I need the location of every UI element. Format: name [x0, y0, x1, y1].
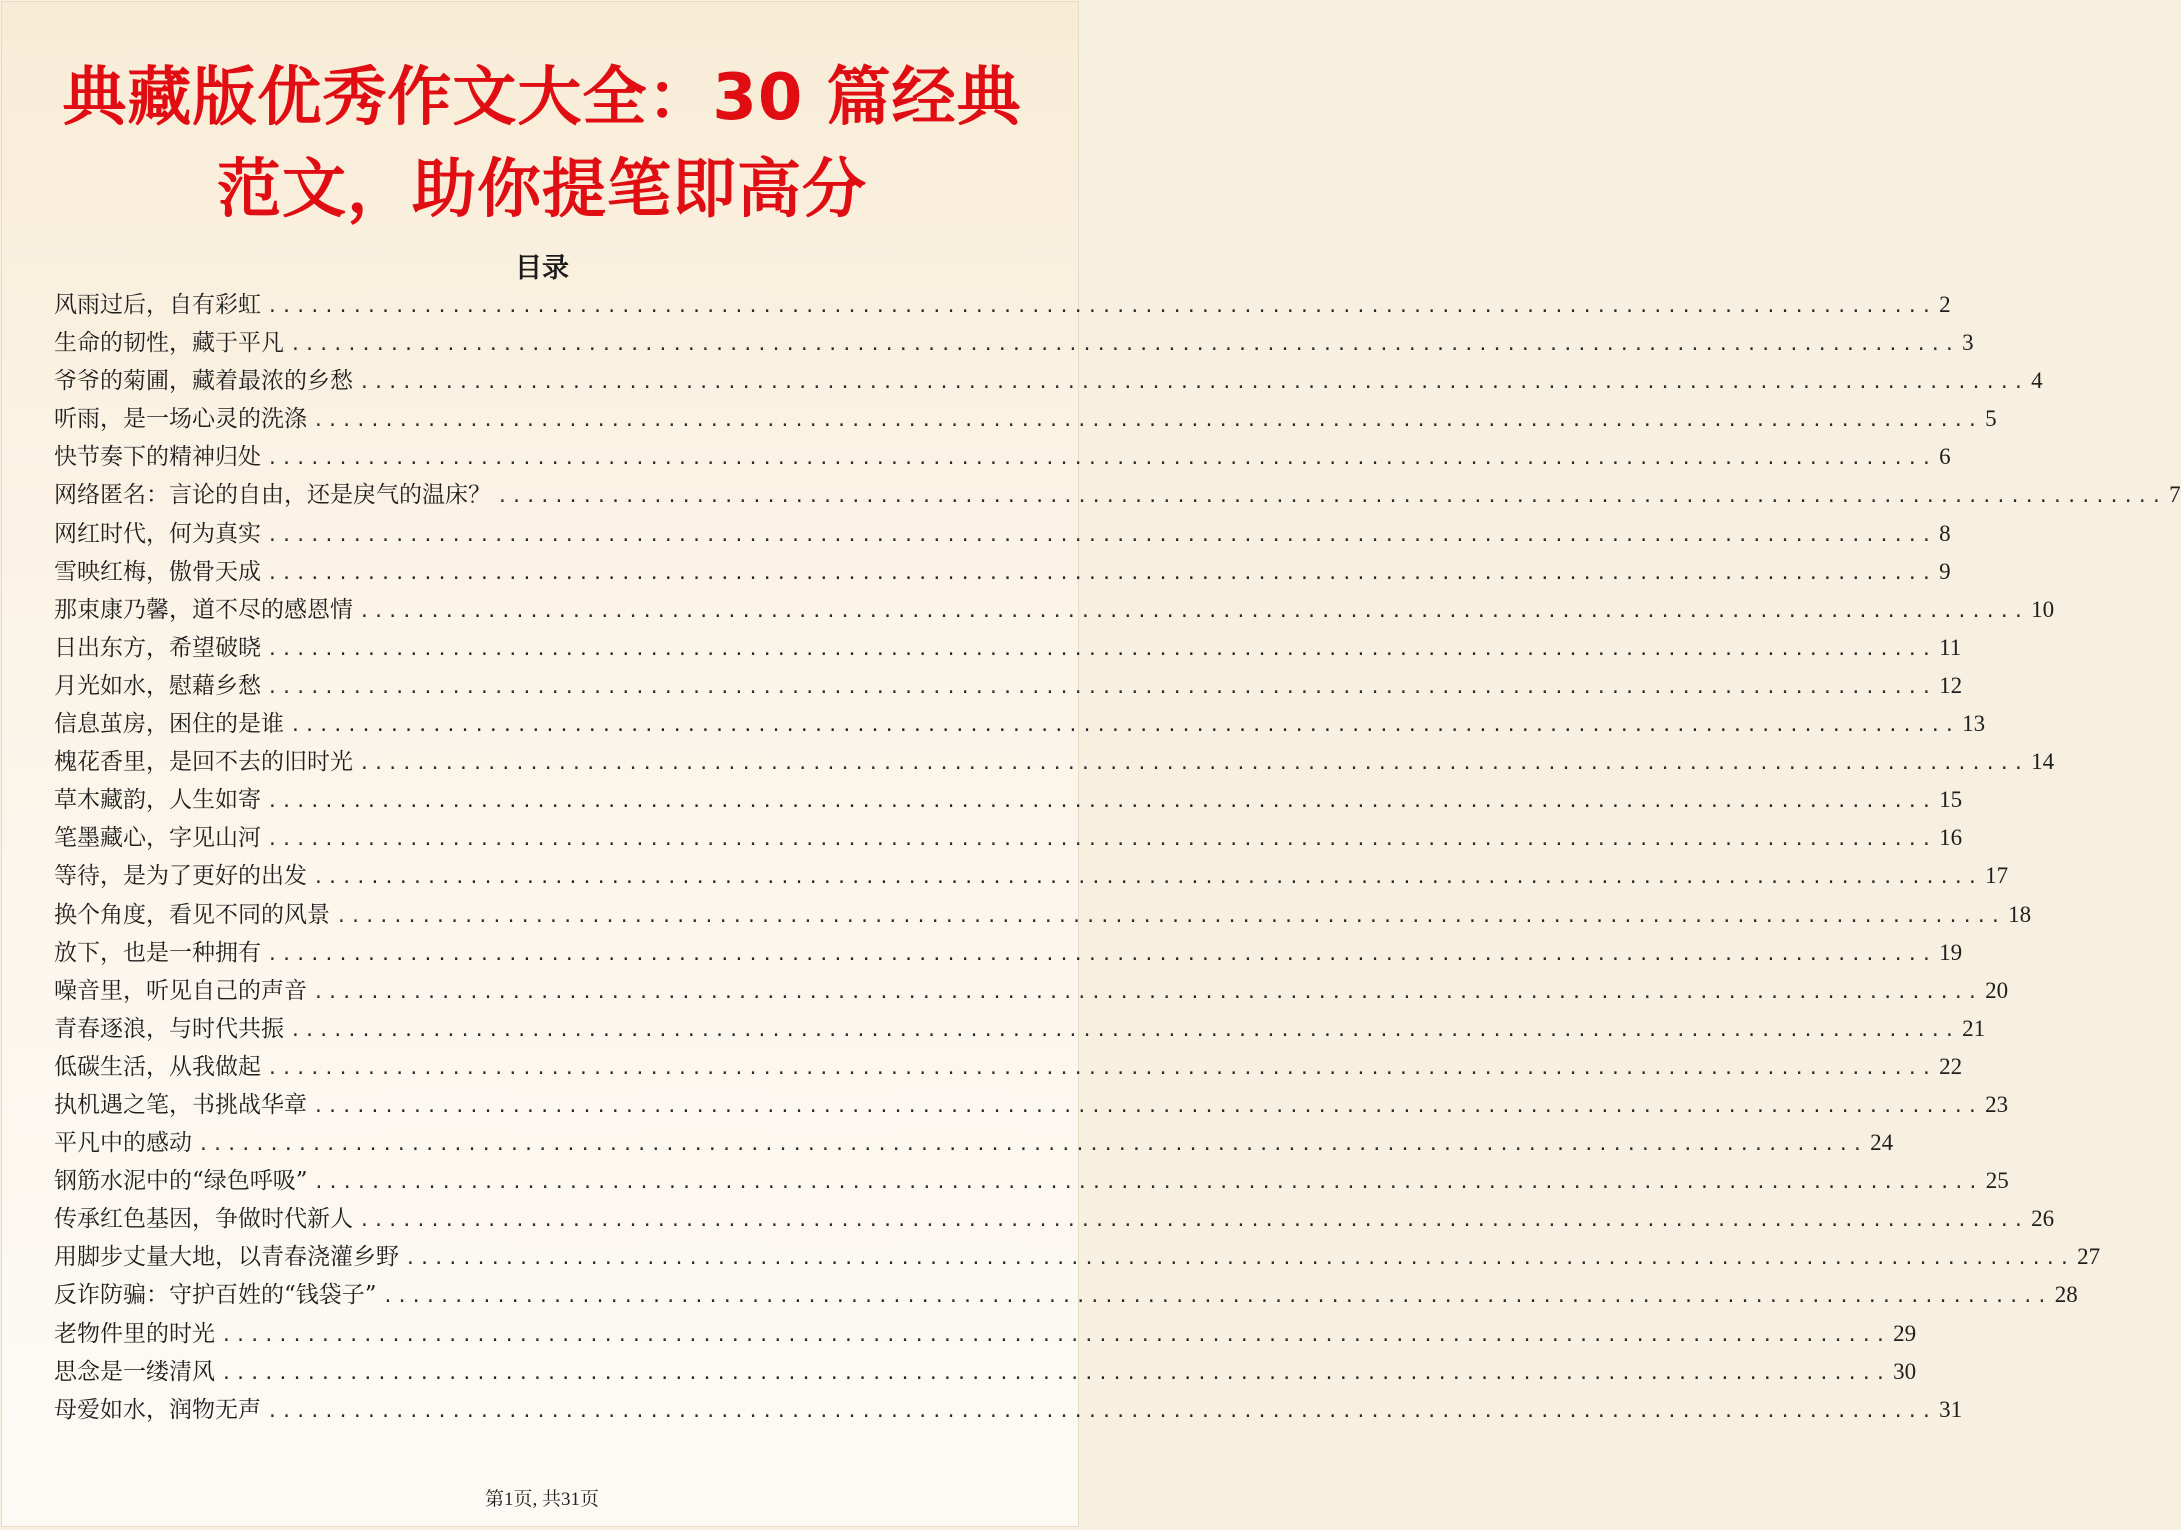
toc-dot-leader: ......................................................................................................................: [359, 372, 2028, 394]
toc-entry[interactable]: [54, 362, 2043, 400]
toc-dot-leader: ......................................................................................................................: [221, 1362, 1890, 1384]
toc-entry-page-number: 4: [2031, 368, 2043, 394]
toc-dot-leader: ......................................................................................................................: [267, 676, 1936, 698]
toc-dot-leader: ......................................................................................................................: [290, 1019, 1959, 1041]
toc-entry-page-number: 14: [2031, 749, 2055, 775]
toc-dot-leader: ......................................................................................................................: [359, 600, 2028, 622]
toc-entry-title: 笔墨藏心，字见山河: [54, 825, 261, 852]
toc-dot-leader: ......................................................................................................................: [313, 981, 1982, 1003]
title-line-2: 范文，助你提笔即高分: [217, 153, 867, 227]
toc-entry-title: 反诈防骗：守护百姓的“钱袋子”: [54, 1282, 377, 1309]
toc-dot-leader: ......................................................................................................................: [290, 334, 1959, 356]
toc-dot-leader: ......................................................................................................................: [267, 791, 1936, 813]
toc-entry-title: 爷爷的菊圃，藏着最浓的乡愁: [54, 368, 353, 395]
document-title: [2, 52, 1082, 236]
toc-entry[interactable]: [54, 667, 1963, 705]
toc-dot-leader: ......................................................................................................................: [221, 1324, 1890, 1346]
toc-entry-title: 网红时代，何为真实: [54, 520, 261, 547]
toc-entry[interactable]: [54, 819, 1963, 857]
toc-entry-title: 母爱如水，润物无声: [54, 1396, 261, 1423]
toc-entry-page-number: 5: [1985, 406, 1997, 432]
toc-entry[interactable]: [54, 1086, 2009, 1124]
toc-entry-title: 快节奏下的精神归处: [54, 444, 261, 471]
toc-dot-leader: ......................................................................................................................: [267, 829, 1936, 851]
toc-entry[interactable]: [54, 705, 1986, 743]
toc-entry-title: 思念是一缕清风: [54, 1358, 215, 1385]
toc-dot-leader: ......................................................................................................................: [267, 562, 1936, 584]
toc-entry-page-number: 11: [1939, 634, 1962, 660]
toc-entry-page-number: 25: [1985, 1168, 2009, 1194]
toc-entry-page-number: 16: [1939, 825, 1963, 851]
toc-entry[interactable]: [54, 1048, 1963, 1086]
toc-entry-page-number: 9: [1939, 558, 1951, 584]
toc-dot-leader: ......................................................................................................................: [382, 1286, 2051, 1308]
toc-entry[interactable]: [54, 515, 1951, 553]
toc-dot-leader: ......................................................................................................................: [313, 1095, 1982, 1117]
toc-entry-page-number: 21: [1962, 1015, 1986, 1041]
toc-entry[interactable]: [54, 781, 1963, 819]
toc-entry-page-number: 17: [1985, 863, 2009, 889]
toc-entry[interactable]: [54, 1315, 1917, 1353]
toc-entry-title: 听雨，是一场心灵的洗涤: [54, 406, 307, 433]
toc-dot-leader: ......................................................................................................................: [359, 1210, 2028, 1232]
toc-entry-page-number: 18: [2008, 901, 2032, 927]
toc-entry-title: 传承红色基因，争做时代新人: [54, 1206, 353, 1233]
toc-entry[interactable]: [54, 286, 1951, 324]
toc-entry-page-number: 27: [2077, 1244, 2101, 1270]
toc-entry-page-number: 24: [1870, 1130, 1894, 1156]
toc-entry-title: 雪映红梅，傲骨天成: [54, 558, 261, 585]
toc-entry[interactable]: [54, 324, 1974, 362]
toc-entry-page-number: 7: [2169, 482, 2181, 508]
toc-entry-title: 平凡中的感动: [54, 1130, 192, 1157]
toc-entry-title: 放下，也是一种拥有: [54, 939, 261, 966]
toc-heading: 目录: [515, 253, 569, 284]
document-page: [2, 2, 2181, 1526]
toc-entry[interactable]: [54, 896, 2032, 934]
toc-entry-title: 青春逐浪，与时代共振: [54, 1015, 284, 1042]
toc-dot-leader: ......................................................................................................................: [313, 867, 1982, 889]
toc-entry[interactable]: [54, 629, 1962, 667]
toc-entry[interactable]: [54, 972, 2009, 1010]
toc-entry-page-number: 29: [1893, 1320, 1917, 1346]
toc-entry[interactable]: [54, 1391, 1963, 1429]
toc-entry[interactable]: [54, 934, 1963, 972]
toc-dot-leader: ......................................................................................................................: [336, 905, 2005, 927]
toc-dot-leader: ......................................................................................................................: [290, 715, 1959, 737]
title-line-1: 典藏版优秀作文大全：30 篇经典: [62, 61, 1022, 135]
toc-entry-page-number: 31: [1939, 1396, 1963, 1422]
toc-entry[interactable]: [54, 438, 1951, 476]
toc-dot-leader: ......................................................................................................................: [267, 1400, 1936, 1422]
toc-entry-page-number: 30: [1893, 1358, 1917, 1384]
toc-entry[interactable]: [54, 1238, 2101, 1276]
toc-dot-leader: ......................................................................................................................: [267, 448, 1936, 470]
toc-entry-title: 日出东方，希望破晓: [54, 634, 261, 661]
toc-entry-page-number: 10: [2031, 596, 2055, 622]
toc-entry-page-number: 3: [1962, 330, 1974, 356]
toc-dot-leader: ......................................................................................................................: [313, 410, 1982, 432]
toc-dot-leader: ......................................................................................................................: [267, 943, 1936, 965]
toc-entry-page-number: 12: [1939, 672, 1963, 698]
toc-entry[interactable]: [54, 1162, 2009, 1200]
toc-entry-title: 草木藏韵，人生如寄: [54, 787, 261, 814]
toc-entry-page-number: 19: [1939, 939, 1963, 965]
toc-dot-leader: ......................................................................................................................: [267, 638, 1936, 660]
toc-entry[interactable]: [54, 1276, 2078, 1314]
toc-entry[interactable]: [54, 476, 2181, 514]
toc-dot-leader: ......................................................................................................................: [267, 524, 1936, 546]
toc-entry-title: 生命的韧性，藏于平凡: [54, 330, 284, 357]
toc-entry-title: 用脚步丈量大地，以青春浇灌乡野: [54, 1244, 399, 1271]
toc-entry-page-number: 8: [1939, 520, 1951, 546]
toc-dot-leader: ......................................................................................................................: [497, 486, 2166, 508]
toc-dot-leader: ......................................................................................................................: [405, 1248, 2074, 1270]
toc-entry[interactable]: [54, 553, 1951, 591]
toc-entry-title: 信息茧房，困住的是谁: [54, 711, 284, 738]
toc-dot-leader: ......................................................................................................................: [359, 753, 2028, 775]
toc-entry-page-number: 13: [1962, 711, 1986, 737]
toc-entry-page-number: 22: [1939, 1053, 1963, 1079]
toc-entry-page-number: 28: [2054, 1282, 2078, 1308]
toc-entry-title: 等待，是为了更好的出发: [54, 863, 307, 890]
toc-entry[interactable]: [54, 400, 1997, 438]
toc-entry[interactable]: [54, 743, 2055, 781]
toc-entry[interactable]: [54, 857, 2009, 895]
toc-entry-title: 风雨过后，自有彩虹: [54, 292, 261, 318]
toc-dot-leader: ......................................................................................................................: [267, 1057, 1936, 1079]
toc-entry[interactable]: [54, 1010, 1986, 1048]
toc-dot-leader: ......................................................................................................................: [267, 296, 1936, 317]
toc-entry-title: 噪音里，听见自己的声音: [54, 977, 307, 1004]
toc-entry-page-number: 26: [2031, 1206, 2055, 1232]
toc-entry-title: 钢筋水泥中的“绿色呼吸”: [54, 1168, 308, 1195]
toc-dot-leader: ......................................................................................................................: [313, 1172, 1982, 1194]
toc-entry-title: 低碳生活，从我做起: [54, 1053, 261, 1080]
toc-entry-title: 槐花香里，是回不去的旧时光: [54, 749, 353, 776]
toc-entry-page-number: 6: [1939, 444, 1951, 470]
toc-entry[interactable]: [54, 591, 2055, 629]
toc-entry-title: 那束康乃馨，道不尽的感恩情: [54, 596, 353, 623]
toc-entry-title: 执机遇之笔，书挑战华章: [54, 1091, 307, 1118]
toc-entry-page-number: 20: [1985, 977, 2009, 1003]
toc-entry[interactable]: [54, 1353, 1917, 1391]
toc-entry-page-number: 15: [1939, 787, 1963, 813]
table-of-contents: [54, 286, 2181, 1429]
toc-entry[interactable]: [54, 1200, 2055, 1238]
toc-entry-title: 老物件里的时光: [54, 1320, 215, 1347]
toc-entry-page-number: 23: [1985, 1091, 2009, 1117]
page-footer: 第1页, 共31页: [484, 1489, 599, 1510]
toc-dot-leader: ......................................................................................................................: [198, 1134, 1867, 1156]
toc-entry-page-number: 2: [1939, 292, 1951, 317]
toc-entry-title: 网络匿名：言论的自由，还是戾气的温床？: [54, 482, 491, 509]
toc-entry-title: 换个角度，看见不同的风景: [54, 901, 330, 928]
toc-entry-title: 月光如水，慰藉乡愁: [54, 672, 261, 699]
toc-entry[interactable]: [54, 1124, 1894, 1162]
